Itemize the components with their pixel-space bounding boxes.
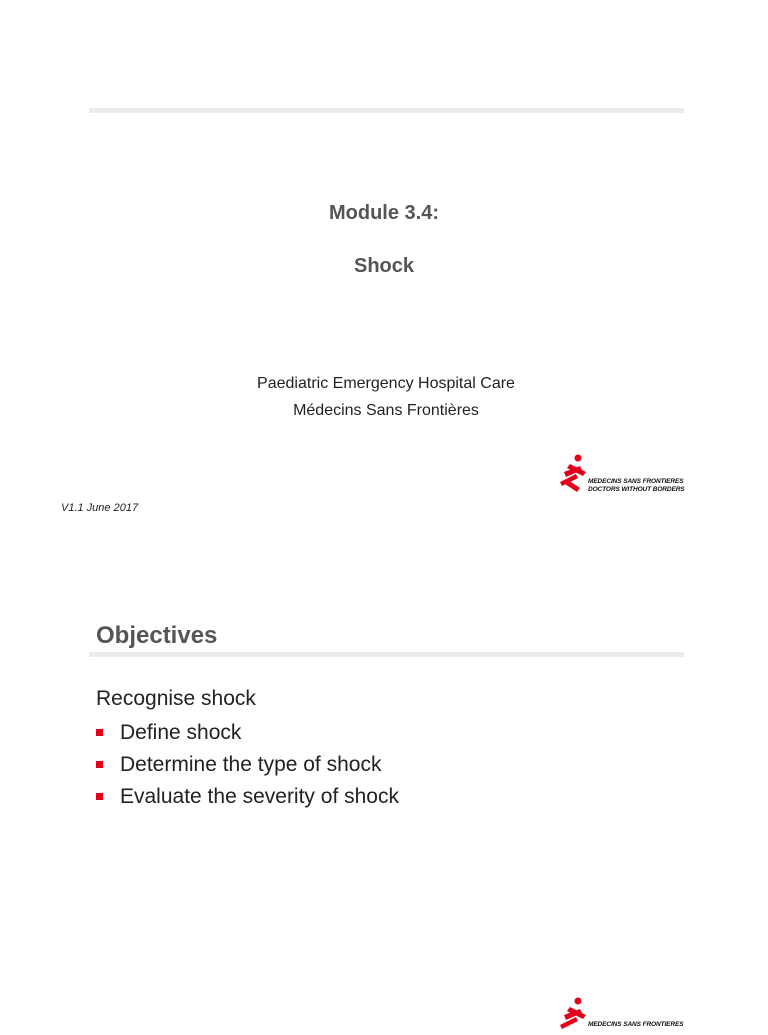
slide-title: Objectives [96, 622, 218, 649]
bullet-square-icon [96, 729, 103, 736]
msf-running-figure-icon [556, 995, 590, 1035]
msf-logo [556, 452, 701, 498]
list-item [96, 749, 399, 781]
logo-text-french: MEDECINS SANS FRONTIERES [588, 1021, 684, 1028]
logo-text-french: MEDECINS SANS FRONTIERES [588, 478, 684, 485]
list-item [96, 717, 399, 749]
organization-name: Médecins Sans Frontières [293, 402, 479, 419]
objective-list [96, 717, 399, 813]
header-bar [89, 108, 684, 113]
objective-heading: Recognise shock [96, 687, 256, 710]
list-item-text: Define shock [120, 721, 242, 744]
version-label: V1.1 June 2017 [61, 502, 139, 514]
msf-running-figure-icon [556, 452, 590, 496]
module-topic: Shock [353, 255, 415, 277]
logo-text-english: DOCTORS WITHOUT BORDERS [588, 486, 685, 493]
list-item-text: Determine the type of shock [120, 753, 382, 776]
module-title: Module 3.4: [328, 202, 439, 224]
header-bar [89, 652, 684, 657]
list-item-text: Evaluate the severity of shock [120, 785, 399, 808]
objectives-slide [0, 580, 768, 1028]
list-item [96, 781, 399, 813]
bullet-square-icon [96, 761, 103, 768]
msf-logo [556, 995, 701, 1035]
course-name: Paediatric Emergency Hospital Care [257, 375, 515, 392]
bullet-square-icon [96, 793, 103, 800]
